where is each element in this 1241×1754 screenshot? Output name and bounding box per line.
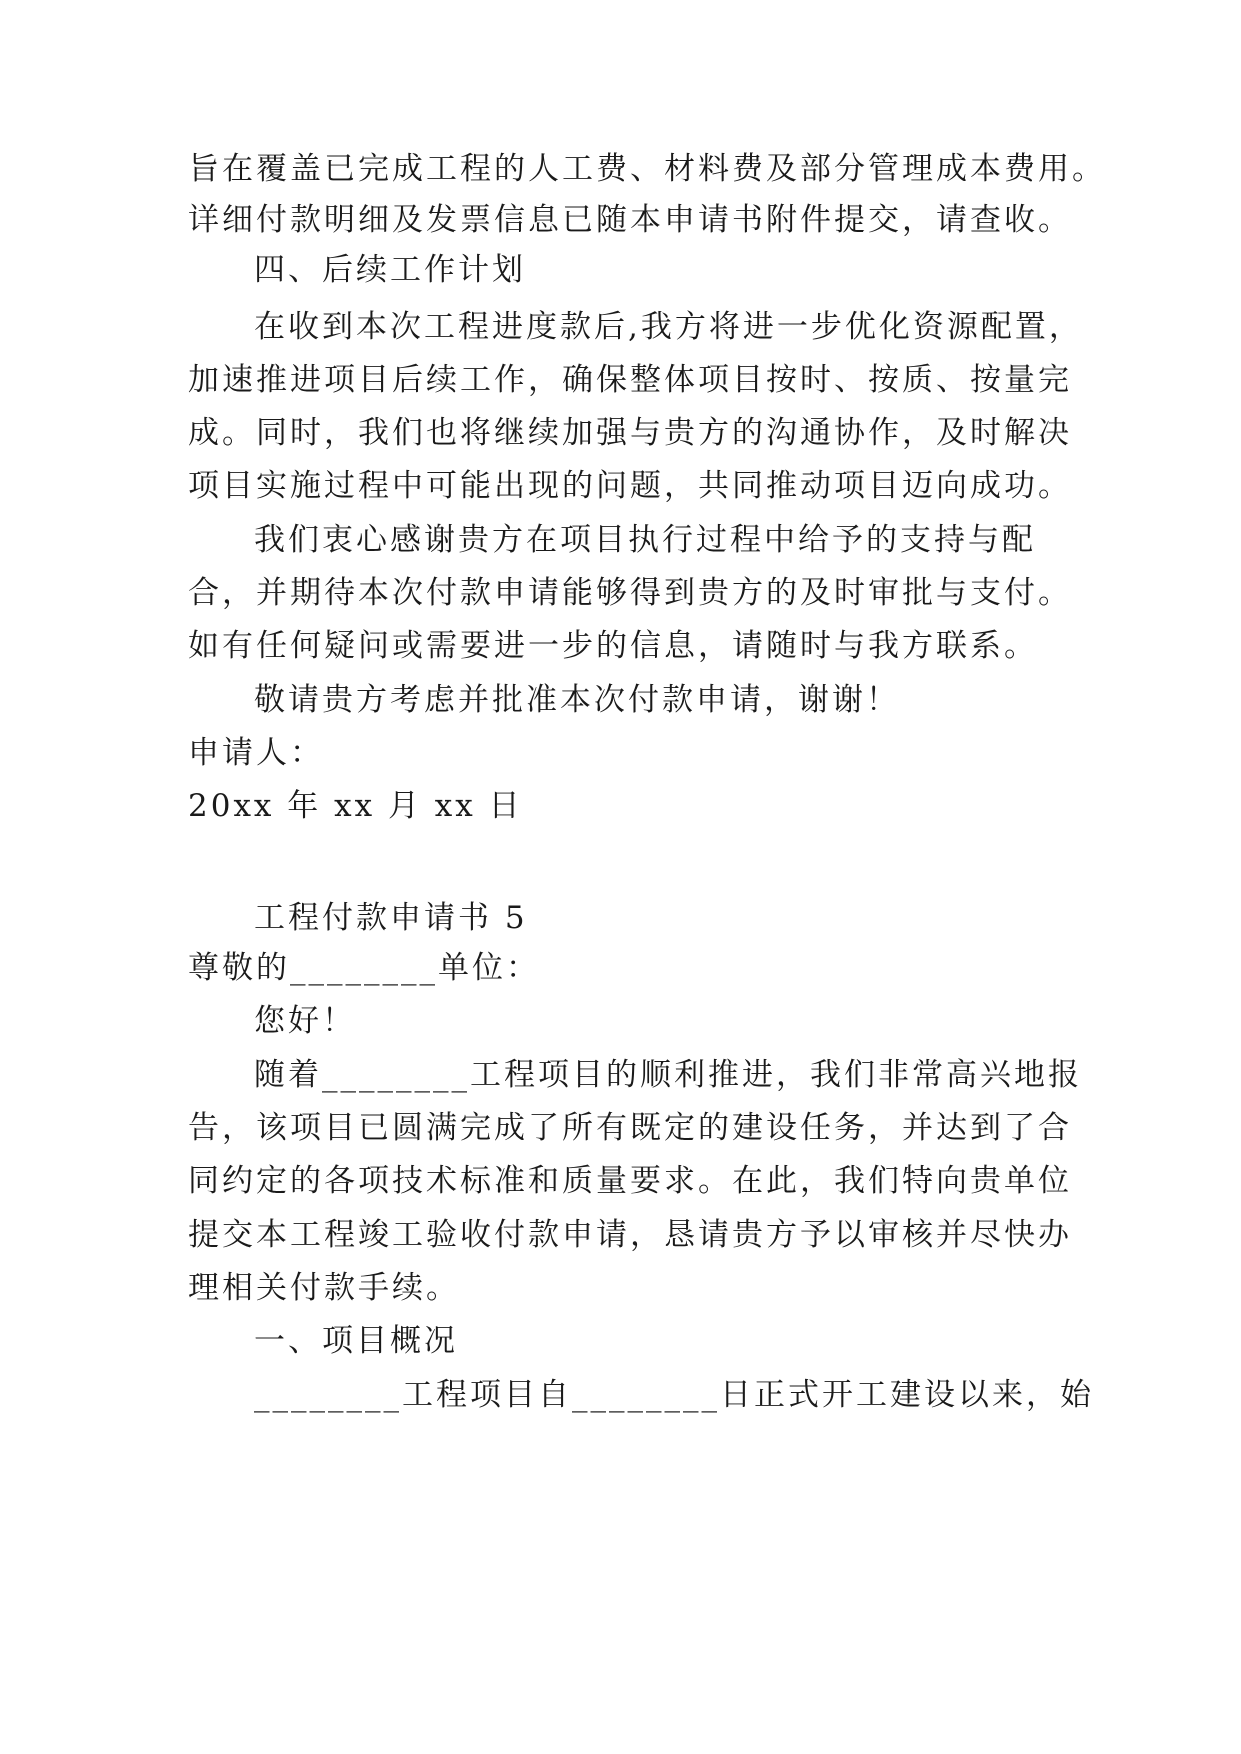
greeting: 您好！ xyxy=(254,1003,356,1039)
text-line: 敬请贵方考虑并批准本次付款申请，谢谢！ xyxy=(254,682,900,718)
text-line: 我们衷心感谢贵方在项目执行过程中给予的支持与配 xyxy=(254,522,1036,558)
text-line: 如有任何疑问或需要进一步的信息，请随时与我方联系。 xyxy=(188,628,1038,664)
text-line: 告，该项目已圆满完成了所有既定的建设任务，并达到了合 xyxy=(188,1110,1072,1146)
date-line: 20xx 年 xx 月 xx 日 xyxy=(188,788,523,824)
section-heading: 四、后续工作计划 xyxy=(254,252,526,288)
text-line: 合，并期待本次付款申请能够得到贵方的及时审批与支付。 xyxy=(188,575,1072,611)
text-line: 加速推进项目后续工作，确保整体项目按时、按质、按量完 xyxy=(188,362,1072,398)
document-title: 工程付款申请书 5 xyxy=(254,900,528,936)
signature-label: 申请人： xyxy=(188,735,324,771)
text-line: 提交本工程竣工验收付款申请，恳请贵方予以审核并尽快办 xyxy=(188,1217,1072,1253)
text-line: ________工程项目自________日正式开工建设以来，始 xyxy=(254,1377,1094,1413)
text-line: 旨在覆盖已完成工程的人工费、材料费及部分管理成本费用。 xyxy=(188,151,1106,187)
text-line: 同约定的各项技术标准和质量要求。在此，我们特向贵单位 xyxy=(188,1163,1072,1199)
text-line: 详细付款明细及发票信息已随本申请书附件提交，请查收。 xyxy=(188,202,1072,238)
text-line: 项目实施过程中可能出现的问题，共同推动项目迈向成功。 xyxy=(188,468,1072,504)
text-line: 理相关付款手续。 xyxy=(188,1270,460,1306)
text-line: 在收到本次工程进度款后,我方将进一步优化资源配置， xyxy=(254,309,1083,345)
text-line: 成。同时，我们也将继续加强与贵方的沟通协作，及时解决 xyxy=(188,415,1072,451)
salutation: 尊敬的________单位： xyxy=(188,950,540,986)
section-heading: 一、项目概况 xyxy=(254,1323,458,1359)
text-line: 随着________工程项目的顺利推进，我们非常高兴地报 xyxy=(254,1057,1082,1093)
